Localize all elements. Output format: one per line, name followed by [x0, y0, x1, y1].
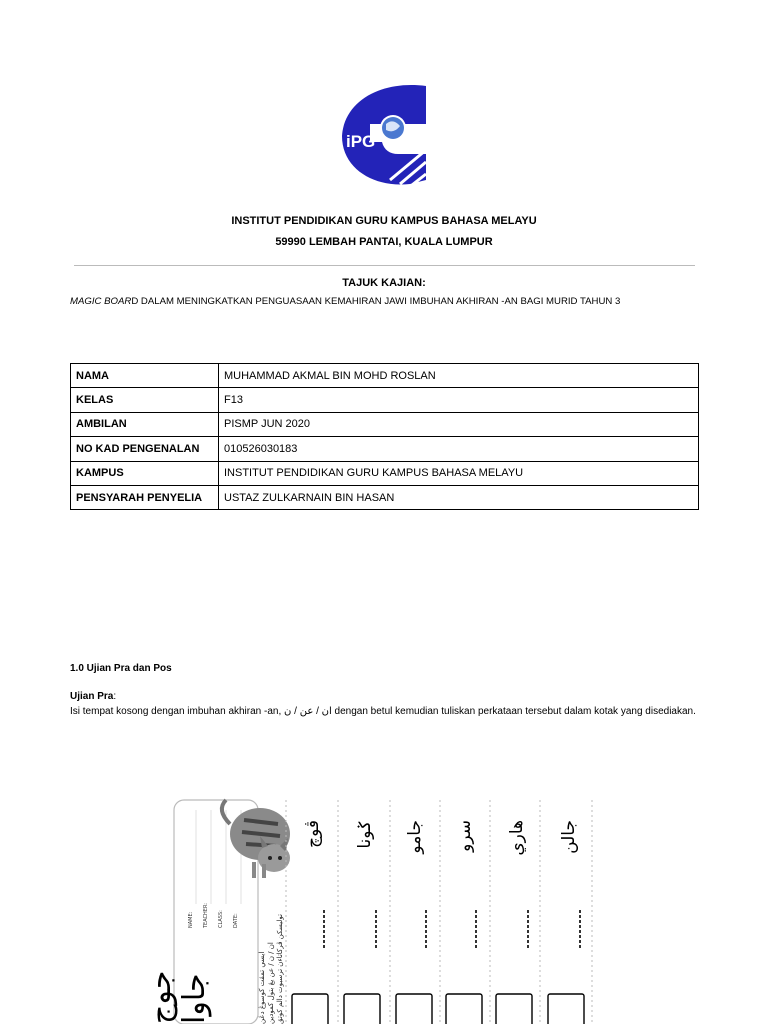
card-label-teacher: TEACHER:: [203, 903, 209, 928]
side-text-2: ان / ن / عن يڠ بتول کمودين: [267, 942, 275, 1024]
table-row: [71, 437, 699, 461]
institution-address: 59990 LEMBAH PANTAI, KUALA LUMPUR: [275, 236, 493, 248]
worksheet-image: [143, 780, 630, 1024]
tajuk-heading: TAJUK KAJIAN:: [342, 277, 426, 289]
row-label: AMBILAN: [71, 412, 219, 436]
research-title-italic: MAGIC BOAR: [70, 296, 132, 307]
side-text-3: توليسکن ڤرکاتاءن ترسبوت دالم کوتق: [276, 914, 284, 1024]
answer-box-6: [548, 994, 584, 1024]
word-4: سرو: [455, 820, 475, 852]
row-label: KELAS: [71, 388, 219, 412]
instruction-text: Isi tempat kosong dengan imbuhan akhiran -an, ان / عن / ن dengan betul kemudian tuliskan perkataan tersebut dalam kotak yang disediakan.: [70, 706, 696, 717]
row-value: MUHAMMAD AKMAL BIN MOHD ROSLAN: [219, 364, 699, 388]
word-3: جامو: [405, 820, 425, 854]
card-label-class: CLASS:: [218, 910, 224, 928]
row-label: KAMPUS: [71, 461, 219, 485]
row-label: NAMA: [71, 364, 219, 388]
row-value: F13: [219, 388, 699, 412]
side-text-1: ايسي تمڤت کوسوڠ دڠن: [258, 951, 266, 1024]
row-label: NO KAD PENGENALAN: [71, 437, 219, 461]
word-6: جالن: [559, 820, 579, 854]
answer-box-4: [446, 994, 482, 1024]
word-1: ڤوچ: [303, 820, 323, 848]
table-row: [71, 461, 699, 485]
answer-box-3: [396, 994, 432, 1024]
ujian-pra-label: Ujian Pra: [70, 691, 114, 702]
table-row: [71, 485, 699, 509]
big-word-2: جاوا: [177, 973, 212, 1024]
logo-text: iPG: [346, 132, 376, 151]
ujian-pra-colon: :: [113, 691, 117, 702]
word-2: ݢونا: [355, 820, 375, 849]
answer-box-5: [496, 994, 532, 1024]
row-value: PISMP JUN 2020: [219, 412, 699, 436]
section-heading: 1.0 Ujian Pra dan Pos: [70, 663, 172, 674]
research-title-rest: D DALAM MENINGKATKAN PENGUASAAN KEMAHIRAN JAWI IMBUHAN AKHIRAN -AN BAGI MURID TAHUN 3: [131, 296, 621, 307]
ipg-logo: [340, 84, 430, 188]
row-value: INSTITUT PENDIDIKAN GURU KAMPUS BAHASA MELAYU: [219, 461, 699, 485]
answer-box-2: [344, 994, 380, 1024]
card-label-date: DATE:: [233, 913, 239, 928]
big-word-1: جوج: [143, 970, 178, 1024]
table-row: [71, 412, 699, 436]
answer-box-1: [292, 994, 328, 1024]
cat-illustration: [222, 800, 290, 878]
research-title: [70, 296, 620, 307]
table-row: [71, 388, 699, 412]
word-5: هاري: [507, 820, 527, 856]
student-info-table: [70, 363, 699, 510]
card-label-name: NAME:: [188, 911, 194, 928]
divider: [74, 265, 695, 266]
row-value: USTAZ ZULKARNAIN BIN HASAN: [219, 485, 699, 509]
institution-name: INSTITUT PENDIDIKAN GURU KAMPUS BAHASA MELAYU: [231, 215, 537, 227]
ujian-pra-heading: [70, 691, 116, 702]
row-value: 010526030183: [219, 437, 699, 461]
row-label: PENSYARAH PENYELIA: [71, 485, 219, 509]
table-row: [71, 364, 699, 388]
